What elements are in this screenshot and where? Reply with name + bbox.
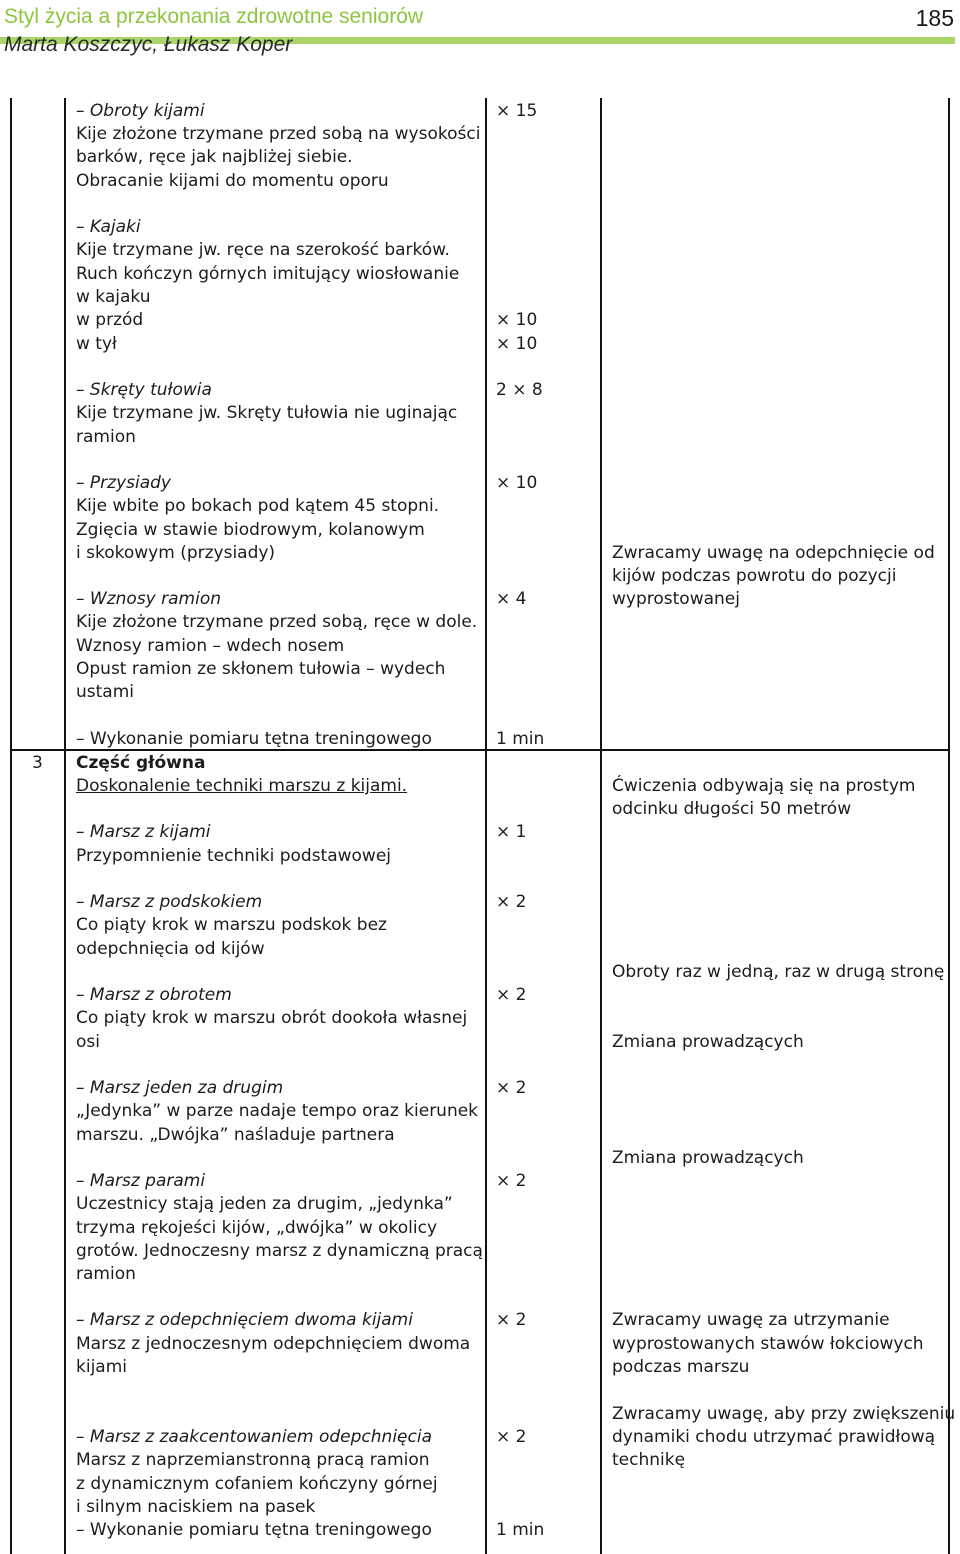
exercise-text: Ruch kończyn górnych imitujący wiosłowanie [76, 264, 460, 284]
exercise-text: i silnym naciskiem na pasek [76, 1497, 316, 1517]
exercise-text: Kije złożone trzymane przed sobą, ręce w dole. [76, 612, 478, 632]
running-authors: Marta Koszczyc, Łukasz Koper [4, 33, 293, 56]
exercise-text: trzyma rękojeści kijów, „dwójka” w okolicy [76, 1218, 438, 1238]
exercise-text: z dynamicznym cofaniem kończyny górnej [76, 1474, 438, 1494]
section-subheading: Doskonalenie techniki marszu z kijami. [76, 776, 408, 796]
exercise-text: „Jedynka” w parze nadaje tempo oraz kierunek [76, 1101, 479, 1121]
duration: 1 min [496, 729, 545, 749]
remark-text: Zmiana prowadzących [612, 1032, 804, 1052]
exercise-text: Opust ramion ze skłonem tułowia – wydech [76, 659, 446, 679]
exercise-text: marszu. „Dwójka” naśladuje partnera [76, 1125, 395, 1145]
remark-text: Zwracamy uwagę za utrzymanie [612, 1310, 890, 1330]
exercise-title: – Marsz z kijami [76, 822, 211, 842]
exercise-text: Marsz z jednoczesnym odepchnięciem dwoma [76, 1334, 471, 1354]
page-number: 185 [915, 5, 954, 31]
repetition-count: × 2 [496, 985, 527, 1005]
remark-text: wyprostowanej [612, 589, 740, 609]
exercise-title: – Marsz jeden za drugim [76, 1078, 284, 1098]
remark-text: Zmiana prowadzących [612, 1148, 804, 1168]
exercise-text: Kije wbite po bokach pod kątem 45 stopni. [76, 496, 440, 516]
exercise-text: Marsz z naprzemianstronną pracą ramion [76, 1450, 430, 1470]
exercise-title: – Obroty kijami [76, 101, 205, 121]
exercise-text: ramion [76, 427, 136, 447]
remark-text: wyprostowanych stawów łokciowych [612, 1334, 924, 1354]
repetition-count: × 10 [496, 334, 538, 354]
repetition-count: × 2 [496, 1078, 527, 1098]
exercise-text: Uczestnicy stają jeden za drugim, „jedynka” [76, 1194, 453, 1214]
repetition-count: × 2 [496, 1310, 527, 1330]
exercise-text: grotów. Jednoczesny marsz z dynamiczną pracą [76, 1241, 483, 1261]
exercise-text: Wznosy ramion – wdech nosem [76, 636, 345, 656]
exercise-text: w kajaku [76, 287, 151, 307]
repetition-count: × 4 [496, 589, 527, 609]
exercise-text: Kije trzymane jw. Skręty tułowia nie uginając [76, 403, 458, 423]
remark-text: Zwracamy uwagę na odepchnięcie od [612, 543, 935, 563]
table-divider-quantity [600, 98, 602, 1554]
repetition-count: × 10 [496, 310, 538, 330]
exercise-text: barków, ręce jak najbliżej siebie. [76, 147, 353, 167]
repetition-count: × 2 [496, 1427, 527, 1447]
exercise-text: ramion [76, 1264, 136, 1284]
table-border-right [948, 98, 950, 1554]
repetition-count: 2 × 8 [496, 380, 543, 400]
exercise-title: – Marsz z zaakcentowaniem odepchnięcia [76, 1427, 432, 1447]
row-number: 3 [32, 753, 43, 773]
exercise-text: – Wykonanie pomiaru tętna treningowego [76, 729, 432, 749]
exercise-text: Zgięcia w stawie biodrowym, kolanowym [76, 520, 425, 540]
remark-text: dynamiki chodu utrzymać prawidłową [612, 1427, 936, 1447]
exercise-text: osi [76, 1032, 100, 1052]
exercise-text: Kije trzymane jw. ręce na szerokość barków. [76, 240, 450, 260]
exercise-text: Co piąty krok w marszu obrót dookoła własnej [76, 1008, 468, 1028]
exercise-title: – Marsz z podskokiem [76, 892, 263, 912]
exercise-title-text: Wznosy ramion [89, 589, 222, 609]
exercise-text: Co piąty krok w marszu podskok bez [76, 915, 387, 935]
remark-text: technikę [612, 1450, 686, 1470]
table-divider-description [485, 98, 487, 1554]
remark-text: kijów podczas powrotu do pozycji [612, 566, 897, 586]
exercise-title: – Marsz parami [76, 1171, 206, 1191]
repetition-count: × 2 [496, 892, 527, 912]
exercise-title: – Marsz z odepchnięciem dwoma kijami [76, 1310, 413, 1330]
exercise-text: w przód [76, 310, 144, 330]
repetition-count: × 15 [496, 101, 538, 121]
dash: – [76, 589, 90, 609]
remark-text: odcinku długości 50 metrów [612, 799, 852, 819]
exercise-text: i skokowym (przysiady) [76, 543, 276, 563]
exercise-text: Przypomnienie techniki podstawowej [76, 846, 392, 866]
remark-text: podczas marszu [612, 1357, 750, 1377]
exercise-text: kijami [76, 1357, 127, 1377]
remark-text: Ćwiczenia odbywają się na prostym [612, 776, 916, 796]
table-divider-number [64, 98, 66, 1554]
exercise-text: – Wykonanie pomiaru tętna treningowego [76, 1520, 432, 1540]
exercise-text: Obracanie kijami do momentu oporu [76, 171, 389, 191]
duration: 1 min [496, 1520, 545, 1540]
exercise-title: – Marsz z obrotem [76, 985, 232, 1005]
repetition-count: × 10 [496, 473, 538, 493]
remark-text: Zwracamy uwagę, aby przy zwiększeniu [612, 1404, 956, 1424]
exercise-text: Kije złożone trzymane przed sobą na wysokości [76, 124, 481, 144]
table-border-left [10, 98, 12, 1554]
exercise-text: ustami [76, 682, 134, 702]
repetition-count: × 1 [496, 822, 527, 842]
remark-text: Obroty raz w jedną, raz w drugą stronę [612, 962, 945, 982]
exercise-title: – Kajaki [76, 217, 141, 237]
repetition-count: × 2 [496, 1171, 527, 1191]
section-heading: Część główna [76, 753, 206, 773]
exercise-title [76, 588, 221, 611]
exercise-text: w tył [76, 334, 117, 354]
exercise-title: – Przysiady [76, 473, 171, 493]
exercise-title: – Skręty tułowia [76, 380, 212, 400]
exercise-text: odepchnięcia od kijów [76, 939, 265, 959]
running-title: Styl życia a przekonania zdrowotne seniorów [4, 5, 424, 28]
